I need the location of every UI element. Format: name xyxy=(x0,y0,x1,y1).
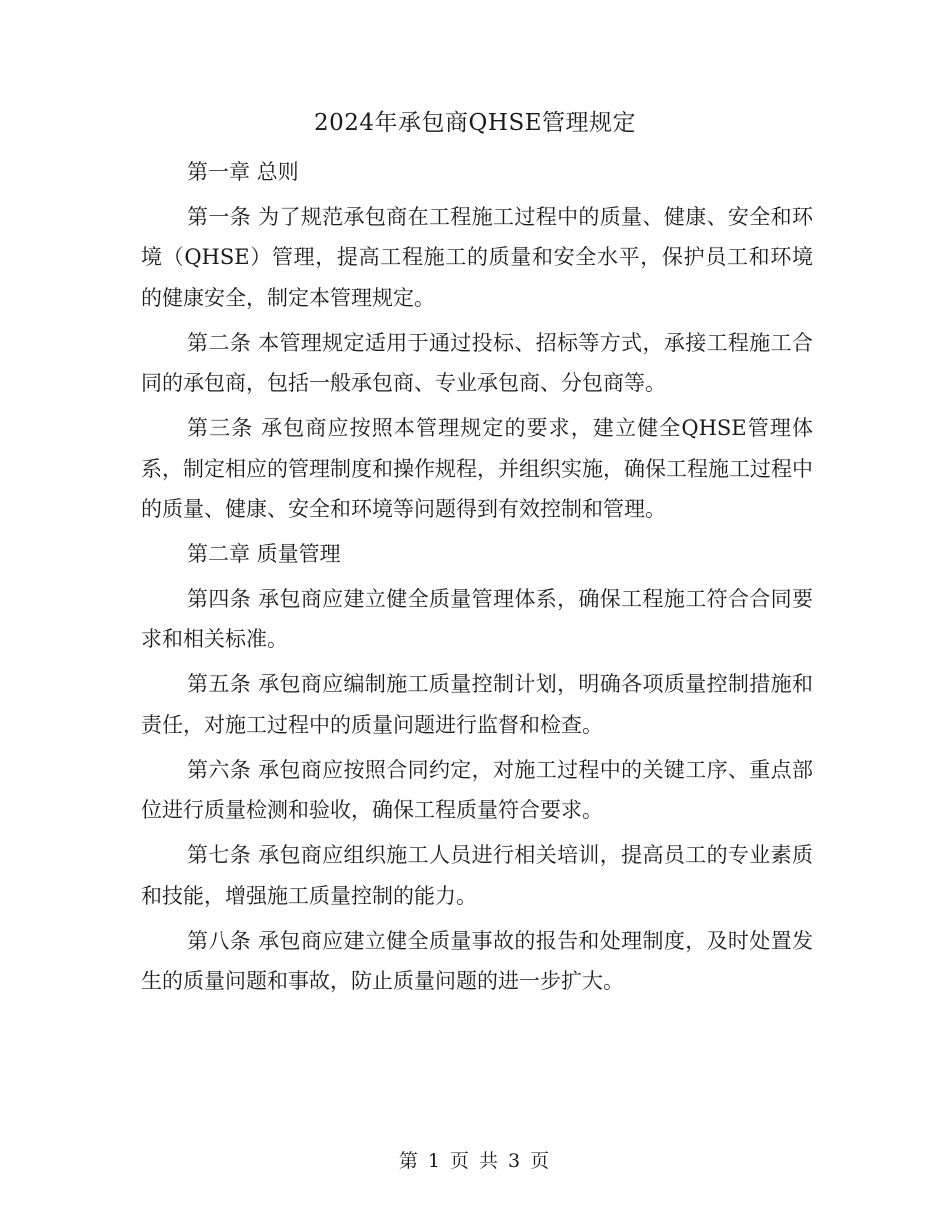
article-paragraph: 第一条 为了规范承包商在工程施工过程中的质量、健康、安全和环境（QHSE）管理，提高工程施工的质量和安全水平，保护员工和环境的健康安全，制定本管理规定。 xyxy=(141,205,813,310)
article-paragraph: 第五条 承包商应编制施工质量控制计划，明确各项质量控制措施和责任，对施工过程中的质量问题进行监督和检查。 xyxy=(141,672,813,737)
article-paragraph: 第六条 承包商应按照合同约定，对施工过程中的关键工序、重点部位进行质量检测和验收，确保工程质量符合要求。 xyxy=(141,757,813,823)
page-footer: 第 1 页 共 3 页 xyxy=(398,1150,552,1172)
document-body xyxy=(141,152,813,1006)
article-paragraph: 第四条 承包商应建立健全质量管理体系，确保工程施工符合合同要求和相关标准。 xyxy=(141,587,813,652)
article-paragraph: 第七条 承包商应组织施工人员进行相关培训，提高员工的专业素质和技能，增强施工质量控制的能力。 xyxy=(141,843,813,908)
chapter-heading: 第二章 质量管理 xyxy=(187,542,341,567)
document-title: 2024年承包商QHSE管理规定 xyxy=(314,110,636,136)
article-paragraph: 第三条 承包商应按照本管理规定的要求，建立健全QHSE管理体系，制定相应的管理制度和操作规程，并组织实施，确保工程施工过程中的质量、健康、安全和环境等问题得到有效控制和管理。 xyxy=(141,416,813,522)
article-paragraph: 第二条 本管理规定适用于通过投标、招标等方式，承接工程施工合同的承包商，包括一般承包商、专业承包商、分包商等。 xyxy=(141,330,813,396)
chapter-heading: 第一章 总则 xyxy=(187,160,299,184)
article-paragraph: 第八条 承包商应建立健全质量事故的报告和处理制度，及时处置发生的质量问题和事故，防止质量问题的进一步扩大。 xyxy=(141,928,813,994)
